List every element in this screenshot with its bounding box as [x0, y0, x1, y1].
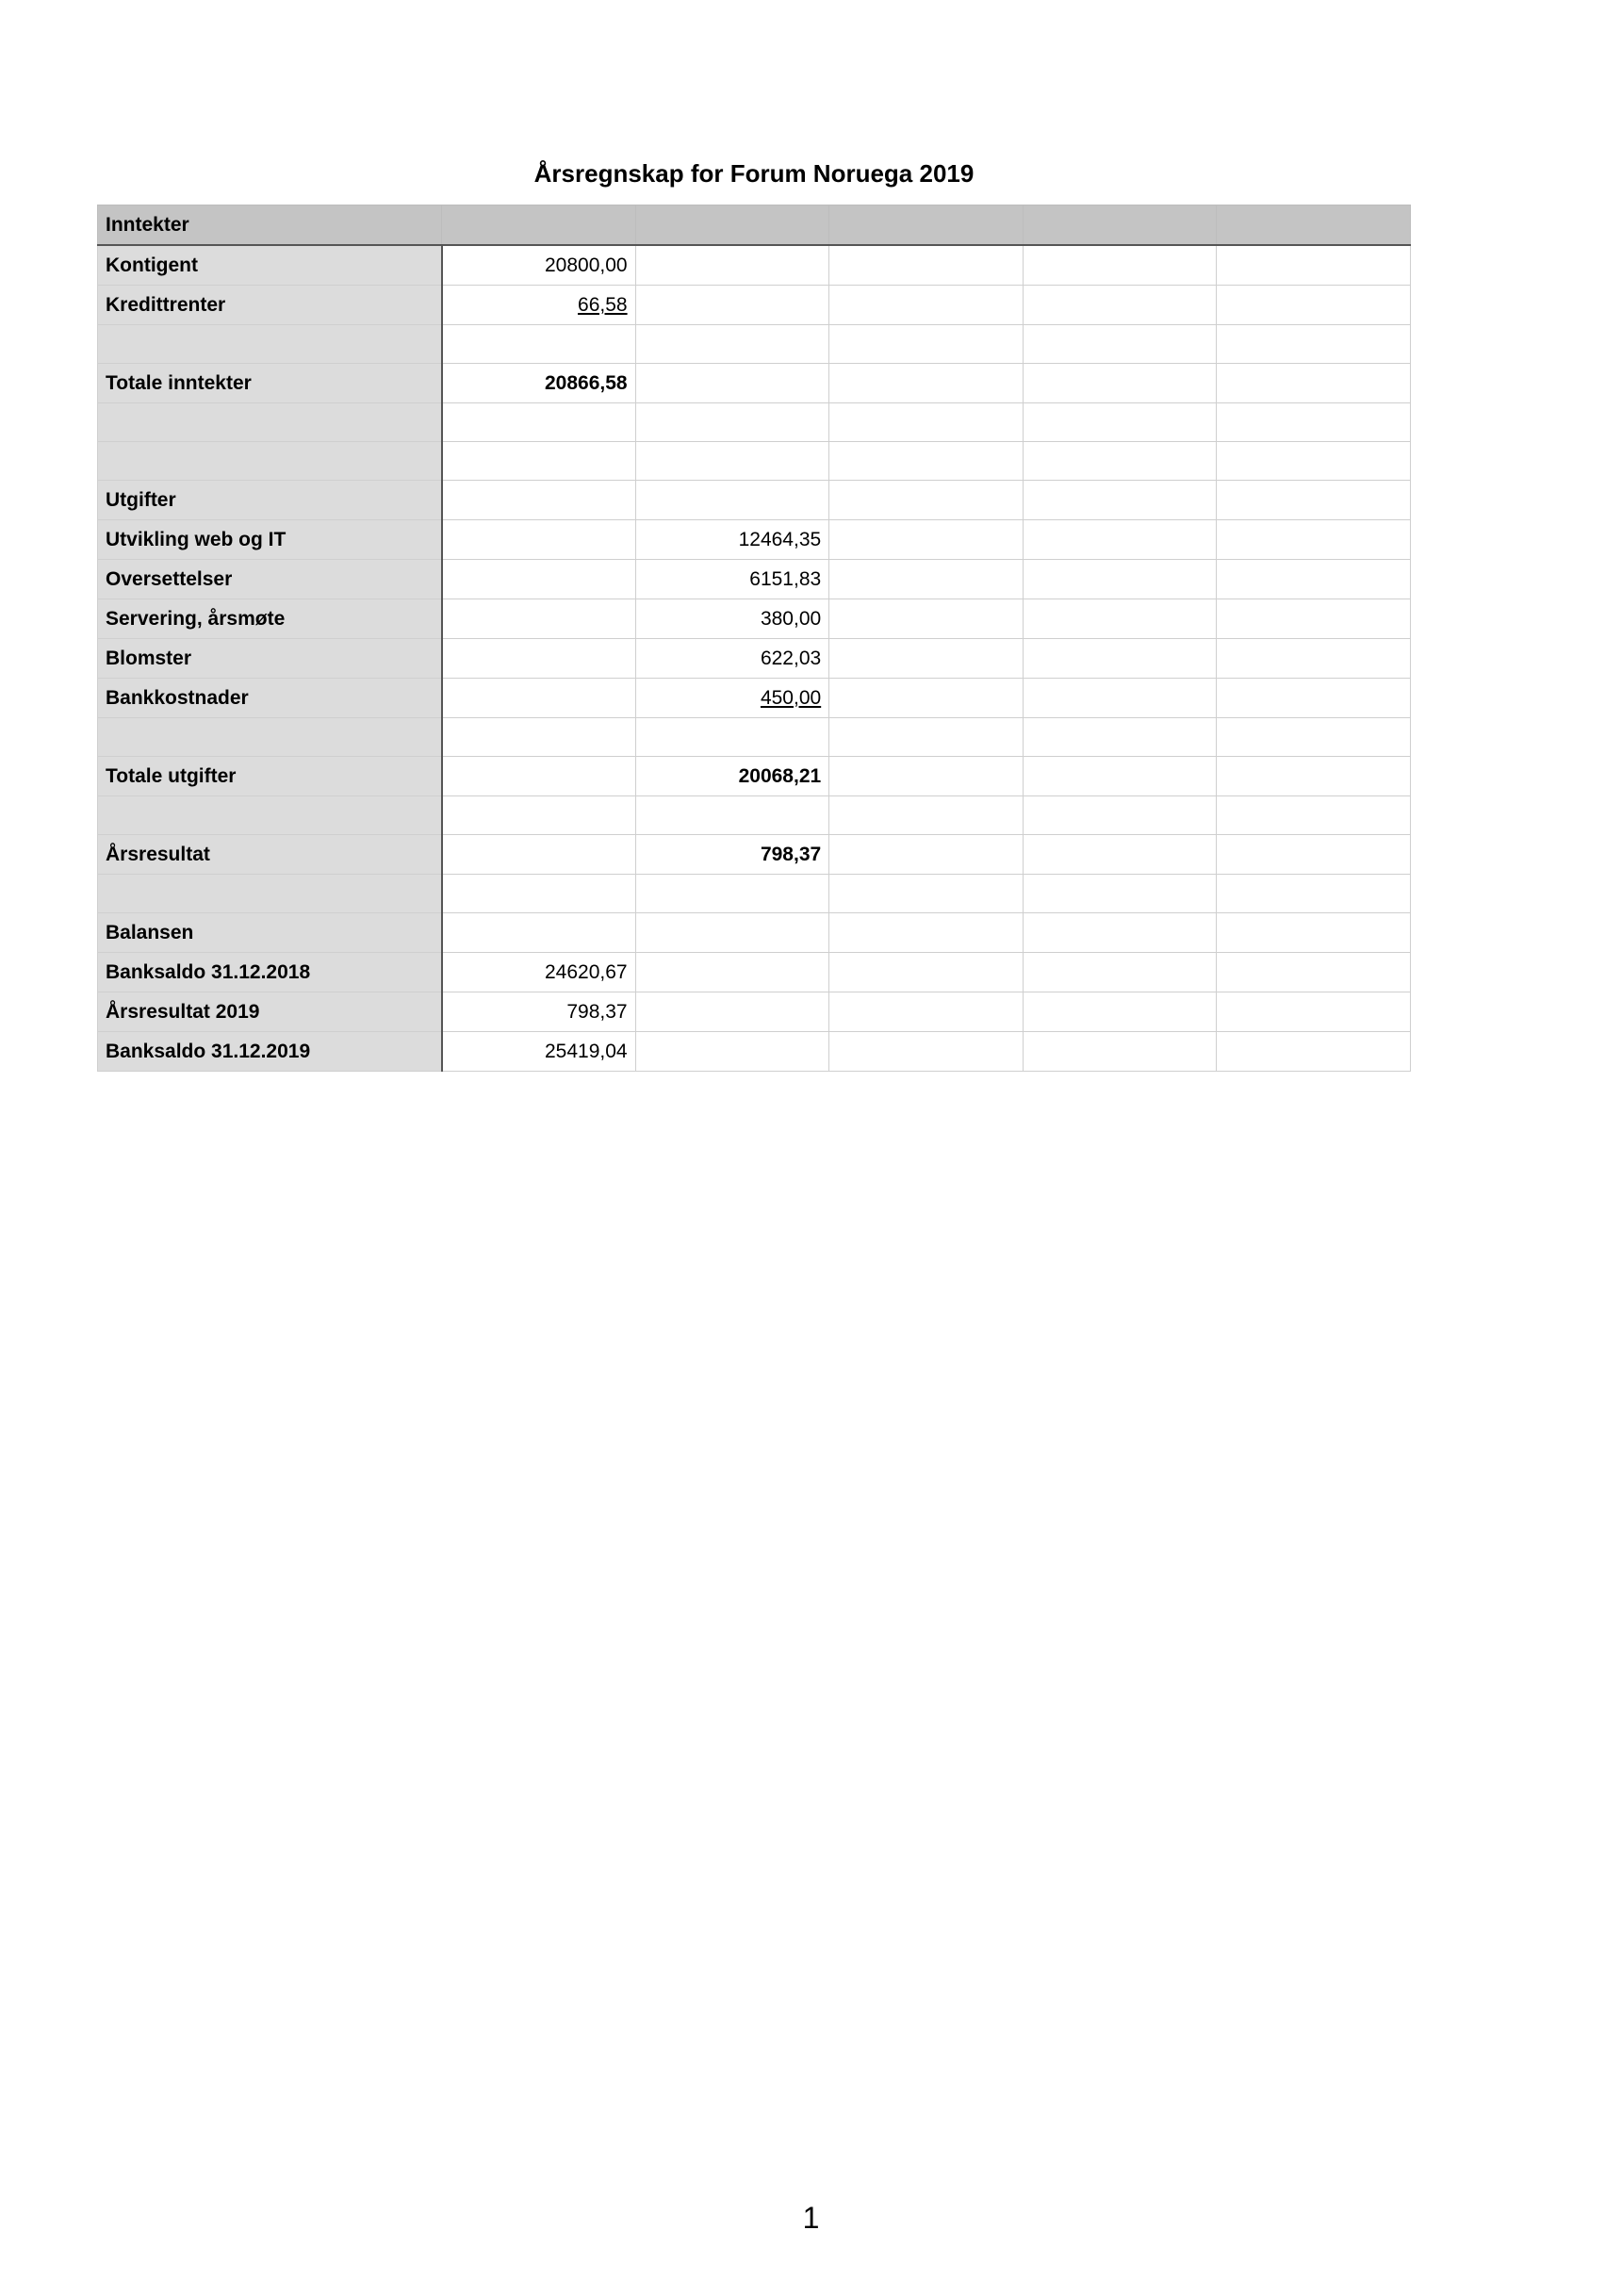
value-cell-col2[interactable] — [635, 1032, 829, 1072]
row-label[interactable]: Balansen — [98, 913, 442, 953]
value-cell-col1[interactable] — [442, 757, 636, 796]
header-cell-inntekter[interactable]: Inntekter — [98, 205, 442, 246]
empty-cell[interactable] — [1217, 520, 1411, 560]
row-label[interactable]: Utvikling web og IT — [98, 520, 442, 560]
empty-cell[interactable] — [1023, 442, 1217, 481]
table-row-blank — [98, 403, 1411, 442]
empty-cell[interactable] — [1023, 245, 1217, 286]
empty-cell[interactable] — [1023, 520, 1217, 560]
value-cell-col2[interactable] — [635, 325, 829, 364]
empty-cell[interactable] — [829, 835, 1024, 875]
value-cell-col2[interactable] — [635, 679, 829, 718]
empty-cell[interactable] — [1217, 560, 1411, 599]
value-cell-col2[interactable]: 380,00 — [635, 599, 829, 639]
header-cell[interactable] — [1217, 205, 1411, 246]
table-row-utgifter — [98, 481, 1411, 520]
empty-cell[interactable] — [1217, 796, 1411, 835]
table-row-servering-arsmote — [98, 599, 1411, 639]
value-cell-col1[interactable] — [442, 560, 636, 599]
empty-cell[interactable] — [1217, 953, 1411, 992]
value-cell-col2[interactable] — [635, 992, 829, 1032]
empty-cell[interactable] — [829, 481, 1024, 520]
row-label[interactable]: Banksaldo 31.12.2018 — [98, 953, 442, 992]
empty-cell[interactable] — [829, 1032, 1024, 1072]
table-row-blank — [98, 718, 1411, 757]
empty-cell[interactable] — [1217, 364, 1411, 403]
table-row-blank — [98, 796, 1411, 835]
spreadsheet-table — [97, 205, 1411, 1072]
empty-cell[interactable] — [1023, 757, 1217, 796]
empty-cell[interactable] — [829, 286, 1024, 325]
empty-cell[interactable] — [1217, 992, 1411, 1032]
empty-cell[interactable] — [1023, 560, 1217, 599]
value-cell-col1[interactable] — [442, 403, 636, 442]
table-row-totale-utgifter — [98, 757, 1411, 796]
table-row-arsresultat — [98, 835, 1411, 875]
value-cell-col2[interactable] — [635, 245, 829, 286]
value-cell-col2[interactable] — [635, 403, 829, 442]
value-cell-col2[interactable] — [635, 875, 829, 913]
row-label[interactable]: Servering, årsmøte — [98, 599, 442, 639]
empty-cell[interactable] — [829, 757, 1024, 796]
empty-cell[interactable] — [1217, 442, 1411, 481]
value-cell-col1[interactable]: 20866,58 — [442, 364, 636, 403]
empty-cell[interactable] — [829, 245, 1024, 286]
header-cell[interactable] — [442, 205, 636, 246]
row-label[interactable]: Kredittrenter — [98, 286, 442, 325]
value-cell-col2[interactable] — [635, 364, 829, 403]
empty-cell[interactable] — [1023, 481, 1217, 520]
empty-cell[interactable] — [829, 639, 1024, 679]
empty-cell[interactable] — [1023, 403, 1217, 442]
table-row-blomster — [98, 639, 1411, 679]
empty-cell[interactable] — [829, 442, 1024, 481]
table-header-row — [98, 205, 1411, 246]
value-cell-col1[interactable] — [442, 835, 636, 875]
table-row-banksaldo-2019 — [98, 1032, 1411, 1072]
row-label[interactable]: Utgifter — [98, 481, 442, 520]
empty-cell[interactable] — [829, 992, 1024, 1032]
value-cell-col2[interactable] — [635, 442, 829, 481]
empty-cell[interactable] — [1217, 679, 1411, 718]
empty-cell[interactable] — [1023, 953, 1217, 992]
table-row-blank — [98, 325, 1411, 364]
empty-cell[interactable] — [1023, 875, 1217, 913]
value-cell-col2[interactable]: 622,03 — [635, 639, 829, 679]
value-cell-col1[interactable]: 25419,04 — [442, 1032, 636, 1072]
value-cell-col2[interactable] — [635, 718, 829, 757]
table-row-kredittrenter — [98, 286, 1411, 325]
value-cell-col1[interactable] — [442, 875, 636, 913]
empty-cell[interactable] — [829, 679, 1024, 718]
row-label[interactable]: Blomster — [98, 639, 442, 679]
table-row-banksaldo-2018 — [98, 953, 1411, 992]
empty-cell[interactable] — [829, 796, 1024, 835]
empty-cell[interactable] — [1023, 718, 1217, 757]
row-label[interactable]: Kontigent — [98, 245, 442, 286]
empty-cell[interactable] — [1217, 403, 1411, 442]
empty-cell[interactable] — [1217, 245, 1411, 286]
empty-cell[interactable] — [1023, 913, 1217, 953]
value-cell-col2[interactable] — [635, 913, 829, 953]
value-cell-col1[interactable]: 798,37 — [442, 992, 636, 1032]
empty-cell[interactable] — [829, 875, 1024, 913]
empty-cell[interactable] — [1217, 639, 1411, 679]
underlined-value: 450,00 — [760, 687, 822, 709]
value-cell-col2[interactable]: 12464,35 — [635, 520, 829, 560]
value-cell-col2[interactable] — [635, 796, 829, 835]
empty-cell[interactable] — [829, 325, 1024, 364]
value-cell-col2[interactable] — [635, 481, 829, 520]
empty-cell[interactable] — [1023, 679, 1217, 718]
empty-cell[interactable] — [1217, 718, 1411, 757]
row-label[interactable] — [98, 442, 442, 481]
value-cell-col1[interactable]: 20800,00 — [442, 245, 636, 286]
empty-cell[interactable] — [829, 364, 1024, 403]
table-row-oversettelser — [98, 560, 1411, 599]
row-label[interactable] — [98, 718, 442, 757]
empty-cell[interactable] — [1023, 286, 1217, 325]
empty-cell[interactable] — [1217, 757, 1411, 796]
header-cell[interactable] — [829, 205, 1024, 246]
row-label[interactable]: Årsresultat 2019 — [98, 992, 442, 1032]
value-cell-col1[interactable] — [442, 442, 636, 481]
row-label[interactable]: Totale inntekter — [98, 364, 442, 403]
value-cell-col1[interactable]: 24620,67 — [442, 953, 636, 992]
table-row-blank — [98, 442, 1411, 481]
empty-cell[interactable] — [1023, 835, 1217, 875]
value-cell-col2[interactable]: 6151,83 — [635, 560, 829, 599]
empty-cell[interactable] — [1023, 364, 1217, 403]
empty-cell[interactable] — [829, 718, 1024, 757]
value-cell-col1[interactable] — [442, 639, 636, 679]
row-label[interactable]: Totale utgifter — [98, 757, 442, 796]
row-label[interactable]: Banksaldo 31.12.2019 — [98, 1032, 442, 1072]
empty-cell[interactable] — [1023, 639, 1217, 679]
row-label[interactable] — [98, 796, 442, 835]
table-row-bankkostnader — [98, 679, 1411, 718]
empty-cell[interactable] — [829, 913, 1024, 953]
empty-cell[interactable] — [829, 520, 1024, 560]
empty-cell[interactable] — [1217, 481, 1411, 520]
row-label[interactable]: Oversettelser — [98, 560, 442, 599]
table-row-balansen — [98, 913, 1411, 953]
value-cell-col1[interactable] — [442, 286, 636, 325]
table-row-utvikling-web-og-it — [98, 520, 1411, 560]
empty-cell[interactable] — [829, 953, 1024, 992]
value-cell-col1[interactable] — [442, 679, 636, 718]
table-row-arsresultat-2019 — [98, 992, 1411, 1032]
empty-cell[interactable] — [829, 403, 1024, 442]
row-label[interactable]: Bankkostnader — [98, 679, 442, 718]
value-cell-col2[interactable] — [635, 953, 829, 992]
value-cell-col2[interactable]: 20068,21 — [635, 757, 829, 796]
row-label[interactable] — [98, 325, 442, 364]
value-cell-col2[interactable]: 798,37 — [635, 835, 829, 875]
value-cell-col1[interactable] — [442, 520, 636, 560]
empty-cell[interactable] — [1217, 325, 1411, 364]
empty-cell[interactable] — [1217, 835, 1411, 875]
empty-cell[interactable] — [1217, 875, 1411, 913]
empty-cell[interactable] — [829, 599, 1024, 639]
page-title: Årsregnskap for Forum Noruega 2019 — [533, 159, 975, 188]
empty-cell[interactable] — [829, 560, 1024, 599]
table-row-blank — [98, 875, 1411, 913]
row-label[interactable]: Årsresultat — [98, 835, 442, 875]
empty-cell[interactable] — [1217, 286, 1411, 325]
row-label[interactable] — [98, 403, 442, 442]
empty-cell[interactable] — [1023, 992, 1217, 1032]
table-row-kontigent — [98, 245, 1411, 286]
empty-cell[interactable] — [1023, 796, 1217, 835]
value-cell-col1[interactable] — [442, 796, 636, 835]
value-cell-col1[interactable] — [442, 599, 636, 639]
value-cell-col1[interactable] — [442, 913, 636, 953]
table-row-totale-inntekter — [98, 364, 1411, 403]
page-number: 1 — [802, 2201, 820, 2235]
empty-cell[interactable] — [1217, 913, 1411, 953]
value-cell-col1[interactable] — [442, 718, 636, 757]
value-cell-col2[interactable] — [635, 286, 829, 325]
empty-cell[interactable] — [1023, 1032, 1217, 1072]
value-cell-col1[interactable] — [442, 481, 636, 520]
row-label[interactable] — [98, 875, 442, 913]
empty-cell[interactable] — [1217, 599, 1411, 639]
value-cell-col1[interactable] — [442, 325, 636, 364]
empty-cell[interactable] — [1023, 599, 1217, 639]
empty-cell[interactable] — [1023, 325, 1217, 364]
header-cell[interactable] — [1023, 205, 1217, 246]
underlined-value: 66,58 — [578, 294, 628, 316]
header-cell[interactable] — [635, 205, 829, 246]
empty-cell[interactable] — [1217, 1032, 1411, 1072]
